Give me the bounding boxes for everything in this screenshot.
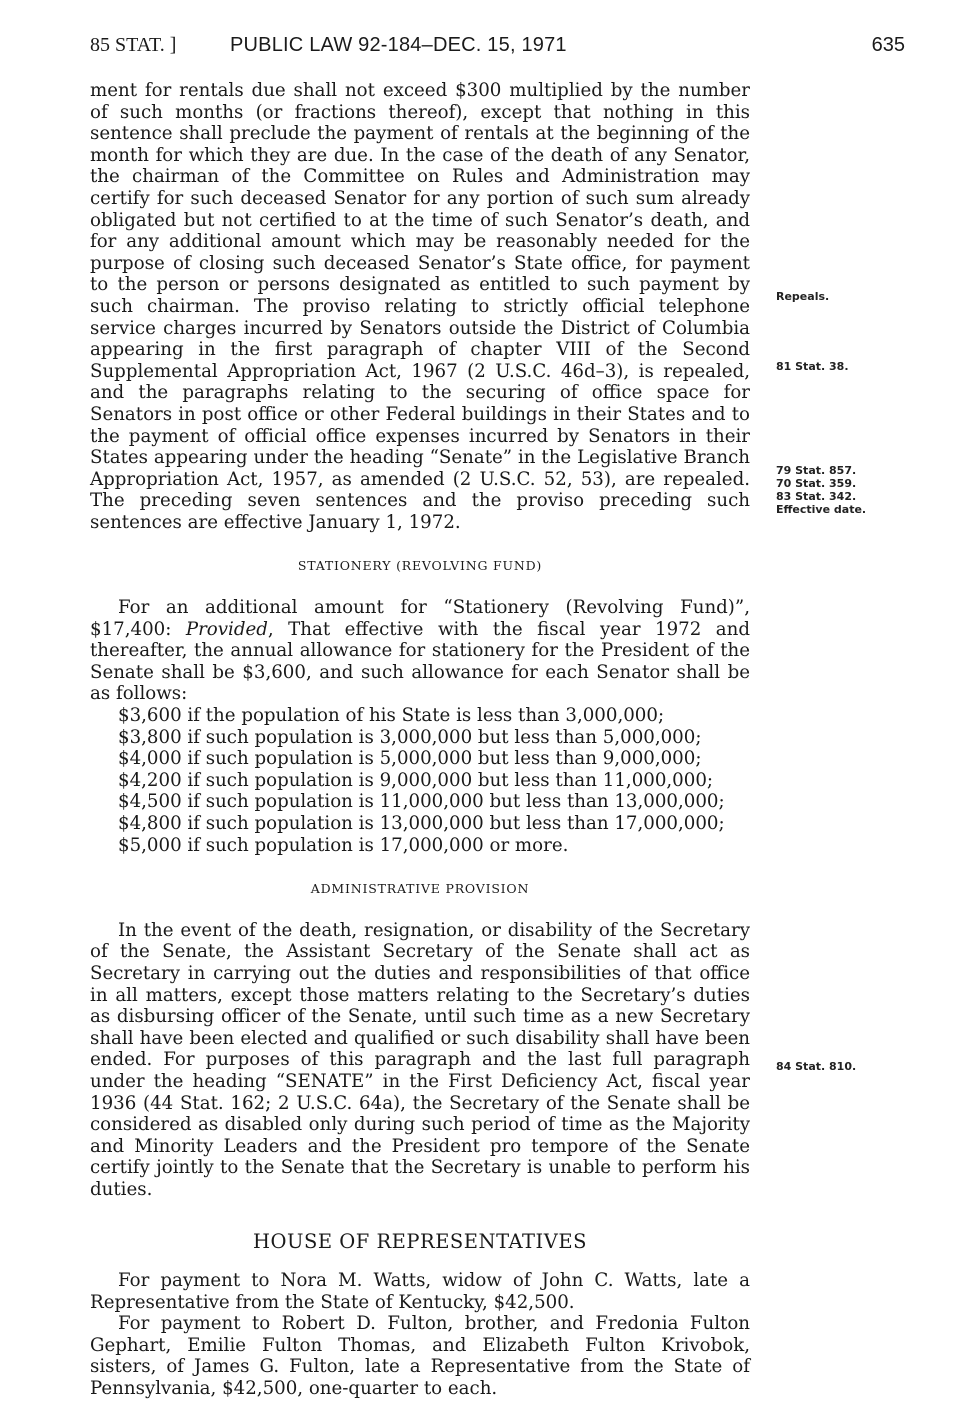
margin-note-repeals: Repeals. [776, 290, 830, 303]
page-header [90, 34, 905, 60]
house-paragraph-fulton: For payment to Robert D. Fulton, brother, and Fredonia Fulton Gephart, Emilie Fulton Thomas, and Elizabeth Fulton Krivobok, sisters, of James G. Fulton, late a Representative from the State of Pennsylvania, $42,500, one-quarter to each. [90, 1313, 750, 1400]
list-item: $4,000 if such population is 5,000,000 but less than 9,000,000; [118, 748, 702, 770]
margin-note-effective-date: Effective date. [776, 503, 867, 516]
provided-term: Provided [185, 618, 268, 640]
page-number: 635 [871, 34, 905, 56]
administrative-paragraph: In the event of the death, resignation, or disability of the Secretary of the Senate, the Assistant Secretary of the Senate shall act as Secretary in carrying out the duties and responsibilities of that office in all matters, except those matters relating to the Secretary’s duties as disbursing officer of the Senate, until such time as a new Secretary shall have been elected and qualified or such disability shall have been ended. For purposes of this paragraph and the last full paragraph under the heading “SENATE” in the First Deficiency Act, fiscal year 1936 (44 Stat. 162; 2 U.S.C. 64a), the Secretary of the Senate shall be considered as disabled only during such period of time as the Majority and Minority Leaders and the President pro tempore of the Senate certify jointly to the Senate that the Secretary is unable to perform his duties. [90, 919, 750, 1200]
body-text [90, 80, 750, 1400]
stationery-paragraph [90, 597, 750, 705]
margin-note-83-stat: 83 Stat. 342. [776, 490, 857, 503]
stationery-text-a: For an additional amount for “Stationery (Revolving Fund)”, $17,400: [90, 597, 750, 640]
list-item: $4,200 if such population is 9,000,000 but less than 11,000,000; [118, 769, 714, 791]
administrative-heading: ADMINISTRATIVE PROVISION [310, 881, 530, 897]
header-title: PUBLIC LAW 92-184–DEC. 15, 1971 [230, 34, 567, 56]
margin-note-79-stat: 79 Stat. 857. [776, 464, 857, 477]
stationery-text-b: , That effective with the fiscal year 1972 and thereafter, the annual allowance for stationery for the President of the Senate shall be $3,600, and such allowance for each Senator shall be as follows: [90, 618, 751, 705]
house-paragraph-watts: For payment to Nora M. Watts, widow of John C. Watts, late a Representative from the State of Kentucky, $42,500. [90, 1270, 750, 1313]
stationery-heading: STATIONERY (REVOLVING FUND) [297, 558, 543, 574]
margin-note-84-stat: 84 Stat. 810. [776, 1060, 857, 1073]
house-heading: HOUSE OF REPRESENTATIVES [253, 1229, 587, 1253]
list-item: $4,500 if such population is 11,000,000 but less than 13,000,000; [118, 791, 725, 813]
paragraph-continuation: ment for rentals due shall not exceed $300 multiplied by the number of such months (or fractions thereof), except that nothing in this sentence shall preclude the payment of rentals at the beginning of the month for which they are due. In the case of the death of any Senator, the chairman of the Committee on Rules and Administration may certify for such deceased Senator for any portion of such sum already obligated but not certified to at the time of such Senator’s death, and for any additional amount which may be reasonably needed for the purpose of closing such deceased Senator’s State office, for payment to the person or persons designated as entitled to such payment by such chairman. The proviso relating to strictly official telephone service charges incurred by Senators outside the District of Columbia appearing in the first paragraph of chapter VIII of the Second Supplemental Appropriation Act, 1967 (2 U.S.C. 46d–3), is repealed, and the paragraphs relating to the securing of office space for Senators in post office or other Federal buildings in their States and to the payment of official office expenses incurred by Senators in their States appearing under the heading “Senate” in the Legislative Branch Appropriation Act, 1957, as amended (2 U.S.C. 52, 53), are repealed. The preceding seven sentences and the proviso preceding such sentences are effective January 1, 1972. [90, 80, 750, 533]
list-item: $4,800 if such population is 13,000,000 but less than 17,000,000; [118, 813, 725, 834]
list-item: $3,800 if such population is 3,000,000 but less than 5,000,000; [118, 726, 702, 748]
list-item: $3,600 if the population of his State is less than 3,000,000; [118, 705, 665, 727]
margin-note-70-stat: 70 Stat. 359. [776, 477, 857, 490]
statute-reference: 85 STAT. ] [90, 34, 177, 56]
list-item: $5,000 if such population is 17,000,000 or more. [118, 834, 569, 856]
margin-note-81-stat: 81 Stat. 38. [776, 360, 849, 373]
allowance-scale-list [90, 705, 750, 856]
